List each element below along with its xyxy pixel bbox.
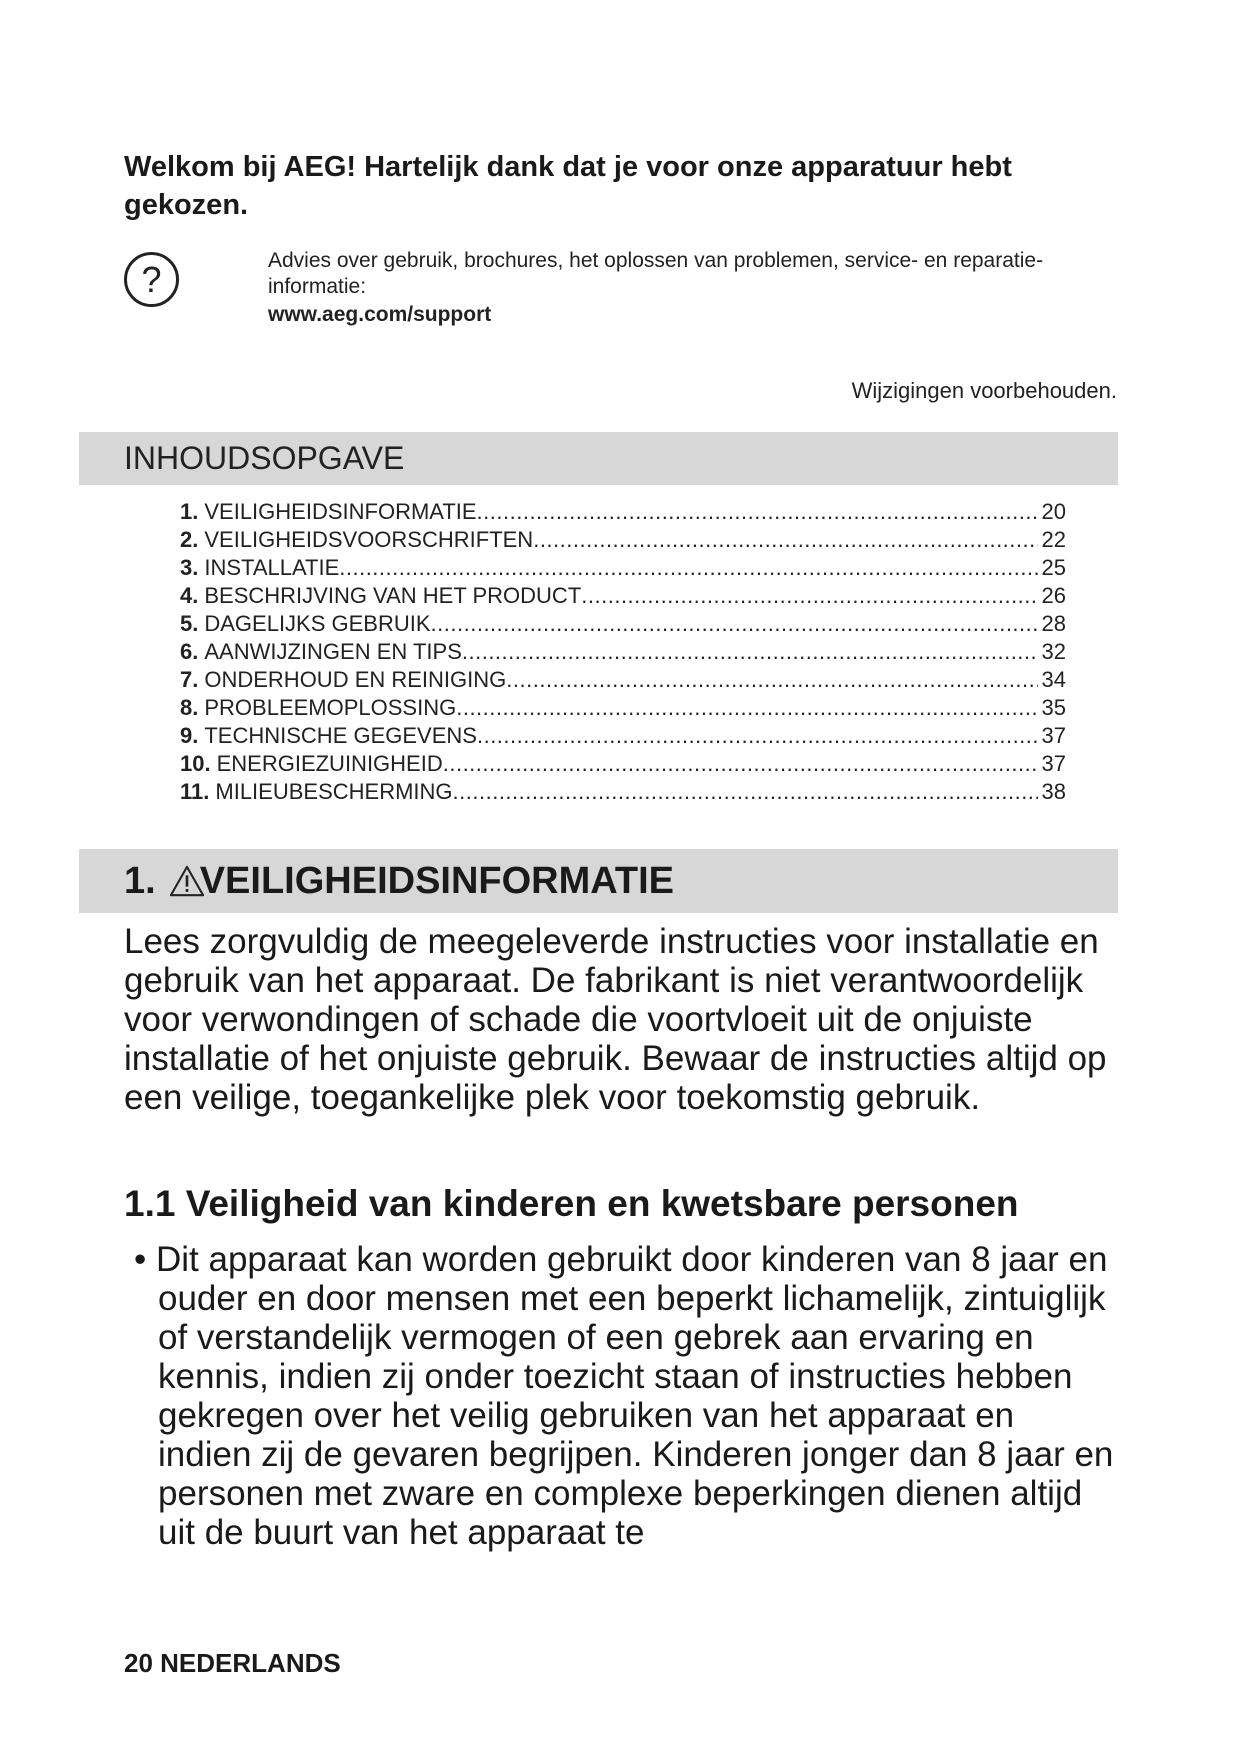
- toc-item-page: 32: [1041, 639, 1066, 664]
- toc-leader-dots: [462, 638, 1038, 666]
- toc-item-number: 2.: [180, 527, 199, 552]
- toc-item[interactable]: [180, 722, 1066, 750]
- toc-header-band: [79, 432, 1118, 485]
- toc-item-page: 37: [1041, 723, 1066, 748]
- toc-item[interactable]: [180, 498, 1066, 526]
- toc-item-label: PROBLEEMOPLOSSING: [204, 695, 457, 720]
- page-footer: 20 NEDERLANDS: [124, 1648, 341, 1678]
- welcome-heading: Welkom bij AEG! Hartelijk dank dat je voor onze apparatuur hebt gekozen.: [124, 151, 1012, 221]
- intro-paragraph: Lees zorgvuldig de meegeleverde instructies voor installatie en gebruik van het apparaat. De fabrikant is niet verantwoordelijk voor verwondingen of schade die voortvloeit uit de onjuiste installatie of het onjuiste gebruik. Bewaar de instructies altijd op een veilige, toegankelijke plek voor toekomstig gebruik.: [124, 922, 1107, 1117]
- toc-leader-dots: [506, 666, 1037, 694]
- toc-item-page: 34: [1041, 667, 1066, 692]
- toc-item-page: 28: [1041, 611, 1066, 636]
- toc-item[interactable]: [180, 526, 1066, 554]
- toc-item-label: ONDERHOUD EN REINIGING: [204, 667, 507, 692]
- section-title-text: VEILIGHEIDSINFORMATIE: [199, 860, 675, 902]
- toc-item-page: 26: [1041, 583, 1066, 608]
- toc-item[interactable]: [180, 554, 1066, 582]
- toc-item[interactable]: [180, 638, 1066, 666]
- toc-item-label: INSTALLATIE: [204, 555, 340, 580]
- toc-item-page: 20: [1041, 499, 1066, 524]
- toc-item-label: ENERGIEZUINIGHEID: [216, 751, 443, 776]
- toc-item[interactable]: [180, 610, 1066, 638]
- toc-item-number: 4.: [180, 583, 199, 608]
- toc-item-page: 37: [1041, 751, 1066, 776]
- toc-item-number: 8.: [180, 695, 199, 720]
- toc-leader-dots: [477, 498, 1038, 526]
- toc-leader-dots: [431, 610, 1038, 638]
- toc-item[interactable]: [180, 694, 1066, 722]
- support-link[interactable]: www.aeg.com/support: [268, 303, 492, 326]
- toc-item-number: 10.: [180, 751, 211, 776]
- support-text: Advies over gebruik, brochures, het oplossen van problemen, service- en reparatie-informatie:: [268, 249, 1044, 298]
- section-number: 1.: [124, 860, 156, 902]
- toc-leader-dots: [443, 750, 1038, 778]
- changes-notice: Wijzigingen voorbehouden.: [851, 378, 1117, 403]
- toc-item-page: 25: [1041, 555, 1066, 580]
- toc-title: INHOUDSOPGAVE: [124, 440, 405, 476]
- toc-item-label: AANWIJZINGEN EN TIPS: [204, 639, 462, 664]
- toc-item-number: 3.: [180, 555, 199, 580]
- support-info: [268, 248, 1118, 328]
- toc-item-page: 35: [1041, 695, 1066, 720]
- toc-item-label: MILIEUBESCHERMING: [215, 779, 453, 804]
- toc-item-label: TECHNISCHE GEGEVENS: [204, 723, 477, 748]
- section-title: [124, 849, 1118, 913]
- subsection-heading: 1.1 Veiligheid van kinderen en kwetsbare personen: [124, 1183, 1019, 1224]
- toc-item-label: VEILIGHEIDSINFORMATIE: [204, 499, 477, 524]
- toc-item[interactable]: [180, 582, 1066, 610]
- toc-item[interactable]: [180, 750, 1066, 778]
- toc-leader-dots: [533, 526, 1037, 554]
- toc-item-page: 38: [1041, 779, 1066, 804]
- toc-leader-dots: [339, 554, 1037, 582]
- section-header-band: [79, 849, 1118, 913]
- toc-item-label: BESCHRIJVING VAN HET PRODUCT: [204, 583, 582, 608]
- toc-leader-dots: [456, 694, 1037, 722]
- table-of-contents: [180, 498, 1066, 806]
- toc-item-number: 6.: [180, 639, 199, 664]
- toc-item[interactable]: [180, 778, 1066, 806]
- toc-item-number: 1.: [180, 499, 199, 524]
- toc-item-number: 5.: [180, 611, 199, 636]
- toc-item-label: VEILIGHEIDSVOORSCHRIFTEN: [204, 527, 534, 552]
- toc-leader-dots: [581, 582, 1037, 610]
- toc-item[interactable]: [180, 666, 1066, 694]
- toc-item-page: 22: [1041, 527, 1066, 552]
- toc-leader-dots: [453, 778, 1038, 806]
- toc-item-number: 7.: [180, 667, 199, 692]
- toc-leader-dots: [477, 722, 1038, 750]
- toc-item-label: DAGELIJKS GEBRUIK: [204, 611, 431, 636]
- toc-item-number: 9.: [180, 723, 199, 748]
- help-question-icon: ?: [124, 252, 179, 307]
- toc-item-number: 11.: [180, 779, 210, 804]
- bullet-paragraph: • Dit apparaat kan worden gebruikt door kinderen van 8 jaar en ouder en door mensen met een beperkt lichamelijk, zintuiglijk of verstandelijk vermogen of een gebrek aan ervaring en kennis, indien zij onder toezicht staan of instructies hebben gekregen over het veilig gebruiken van het apparaat en indien zij de gevaren begrijpen. Kinderen jonger dan 8 jaar en personen met zware en complexe beperkingen dienen altijd uit de buurt van het apparaat te: [134, 1240, 1114, 1552]
